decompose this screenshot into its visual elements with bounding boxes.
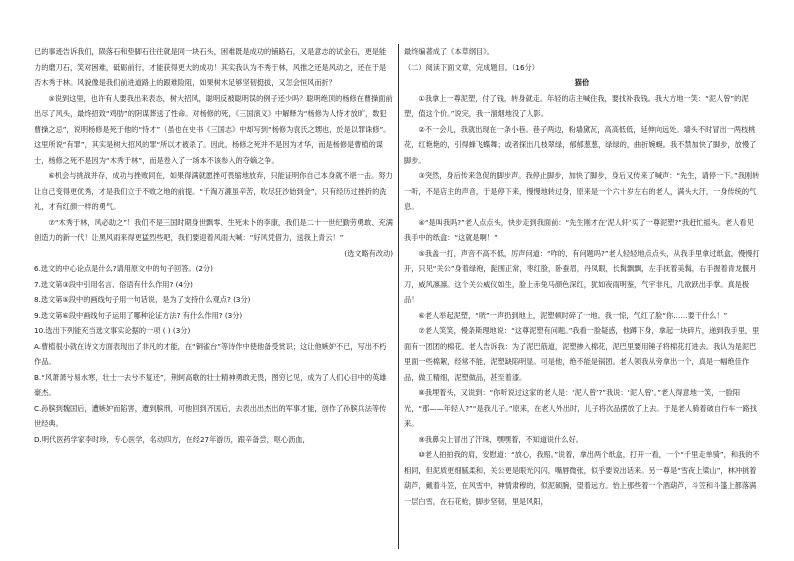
story-paragraph: ⑩老人拍拍我的肩，安慰道：“放心，我赔。”说着，拿出两个纸盒，打开一看，一个“千里走单骑”，和我的不相同，但泥质更细腻柔和，关公更是眼光闪闪，嘴唇微张，似乎要说出话来。另一尊是“雪夜上梁山”，林冲挑着葫芦，戴着斗笠，在风雪中，神情肃穆的，似泥硕腕，望着远方。怡上那些着一个酒葫芦，斗笠和斗篷上都落满一层白雪，在石花枪，脚步坚韧，里是风阳，	[404, 450, 760, 506]
story-paragraph: ②不一会儿，我就出现在一条小巷。巷子两边，粉墙黛瓦，高高低低，延伸向远处。墙头不时冒出一两枝桃花，红艳艳的，引得蜂飞蝶舞；或者探出几枝翠绿，郁郁葱葱，绿绿的，曲折婉蜒。我不禁加快了脚步，放慢了脚步。	[404, 124, 757, 165]
option: D.明代医药学家李时珍，专心医学，名动四方，在经27年游历，跟辛备尝，呕心沥血，	[34, 434, 310, 444]
option: A.曹植很小就在诗文方面表现出了非凡的才能，在“铜雀台”等诗作中使他备受赏识；这让他嫉妒不已，写出不朽作品。	[34, 341, 387, 366]
section-heading: （二）阅读下面文章，完成题目。（16分）	[404, 62, 539, 72]
option: C.孙膑到魏国后，遭嫉妒而陷害，遭到膑刑，可他回到齐国后，去表出出杰出的军事才能，创作了孙膑兵法等传世经典。	[34, 403, 387, 428]
question: 8.选文第⑤段中的画线句子用一句话说，是为了支持什么观点? (3分)	[34, 295, 251, 304]
question: 9.选文第⑥段中画线句子运用了哪种论证方法? 有什么作用? (3分)	[34, 310, 243, 320]
story-paragraph: ④“是叫我吗?”老人点点头，快步走到我面前：“先生刚才在‘泥人轩’买了一尊泥塑?”我赶忙摇头。老人看见我手中的纸盒：“这就是啊！”	[404, 217, 754, 242]
story-paragraph: ⑧我埋着头，又说到：“你听说过这家的老人是：‘泥人曾’?”我说：‘泥人曾’。”老人得意地一笑，一脸阳光，“那——年轻人?”“是我儿子。”原来，在老人外出时，儿子将次品摆放了上去。于是老人骑着破自行车一路找来。	[404, 388, 757, 428]
left-paragraph: ⑤说到这里，也许有人要我出来表态，树大招风，聪明反被聪明误的例子还少吗？聪明绝顶的杨修在曹操面前出尽了风头，最终招致“鸡肋”的阴谋葬送了性命。对杨修的死，《三国演义》中解释为“杨修为人恃才放旷，数犯曹操之忌”，说明杨修是死于他的“恃才”（虽也在史书《三国志》中却写到“杨修为袁氏之甥也，於是以罪诛修”。这里所说“有罪”，其实是树大招风的罪“所以才被杀了。因此，杨修之死并不是因为才华，而是杨修是曹植的谋士，杨修之死不是因为“木秀于林”，而是卷入了一场本不该参入的夺嫡之争。	[34, 93, 393, 165]
story-paragraph: ⑥老人举起泥塑，“咣”一声扔到地上，泥塑顿时碎了一地。我一惊，气红了脸“你……要干什么！”	[418, 310, 728, 320]
story-paragraph: ⑨我鼻尖上冒出了汗珠，嘿嘿着，不知道说什么好。	[418, 434, 583, 444]
option: B.“风萧萧兮易水寒，壮士一去兮不复还”，荆轲高歌的壮士精神勇敢无畏，图穷匕见，成为了人们心目中的英雄豪杰。	[34, 372, 387, 397]
right-line: 最终编著成了《本草纲目》。	[404, 47, 494, 56]
left-paragraph: ⑦“木秀于林，风必助之”！我们不是三国时期身世飘零、生死未卜的李康，我们是二十一世纪勤劳勇敢、充满创造力的新一代！让黑风雨来得更猛烈些吧，我们要迎着风雨大喊：“好风凭借力，送我上青云！”	[34, 217, 393, 242]
story-paragraph: ⑤我盖一打，声音不高不低，厉声问道：“咋的，有问题吗?”老人轻轻地点点头，从我手里拿过纸盒，慢慢打开，只见“关公”身着绿袍，髭围正常，枣红脸，卧蚕眉，丹凤眼，长髯飘飘，左手抚着美髯，右手握着青龙偃月刀，威风凛凛。这个关公威仪如生，脸上赤兔马颜色深红，犹如夜雨明鉴，气宇非凡，几欲跃出手掌。真是极品！	[404, 248, 760, 304]
source-note: (选文略有改动)	[344, 248, 393, 258]
story-paragraph: ⑦老人笑笑，慢条斯理地说：“这尊泥塑有问题。”我看一脸疑惑，他蹲下身，拿起一块碎片，递到我手里，里面有一团团的棉花。老人告诉我：为了泥巴筋道，泥塑掺入棉花，泥巴里要用锤子将棉花打进去。我认为是泥巴里面一些棉絮，经常不能，泥塑缺陷明显。可是他，绝不能是锅团。老人领我从旁拿出一个，真是一幅绝佳作品，做工精细，泥塑做品，甚至着漆。	[404, 326, 760, 382]
question: 10.选出下列能充当选文事实论据的一项 ( ) (3分)	[34, 326, 191, 335]
story-paragraph: ③突然，身后传来急促的脚步声。我停止脚步，加快了脚步，身后又传来了喊声：“先生，请停一下。”我刚转一听，不是店主的声音，于是停下来，慢慢地转过身，原来是一个六十岁左右的老人，满头大汗，一身传统的气息。	[404, 171, 760, 211]
question: 7.选文第③段中引用名言、俗语有什么作用? (4分)	[34, 279, 193, 289]
left-column	[34, 44, 393, 447]
story-paragraph: ①我拿上一尊泥塑，付了钱，转身就走。年轻的店主喊住我，要找补我钱。我大方地一笑：“泥人曾”的泥塑，值这个价。”说完，我一溜烟地没了人影。	[404, 93, 749, 118]
column-divider	[398, 44, 399, 549]
story-title: 猫佮	[574, 78, 590, 87]
question: 6.选文的中心论点是什么?请用原文中的句子回答。(2分)	[34, 264, 213, 273]
left-paragraph: ⑥机会与挑战并存，成功与挫败同在，如果得满就愿挫可畏缩地放弃，只能证明你自己本身就不堪一击。努力让自己变得更优秀，才是我们立于不败之地的前提。“千淘万漉虽辛苦，吹尽狂沙始到金”，只有经历过挫折的洗礼，才有红颜一样的勇气。	[34, 171, 393, 211]
right-column	[404, 44, 760, 509]
left-paragraph: 已的事迹告诉我们，陨落石和垫脚石往往就是同一块石头，困难既是成功的铺路石，又是意志的试金石，更是能力的磨刀石，笑对困难，砥砺前行，才能获得更大的成功！其实我认为不秀于林，风推之还是风动之，还在于是否木秀于林。风貌像是我们前进道路上的跟难险阻，如果树木足够坚韧挺拔，又怎会恒风而折？	[34, 47, 387, 87]
